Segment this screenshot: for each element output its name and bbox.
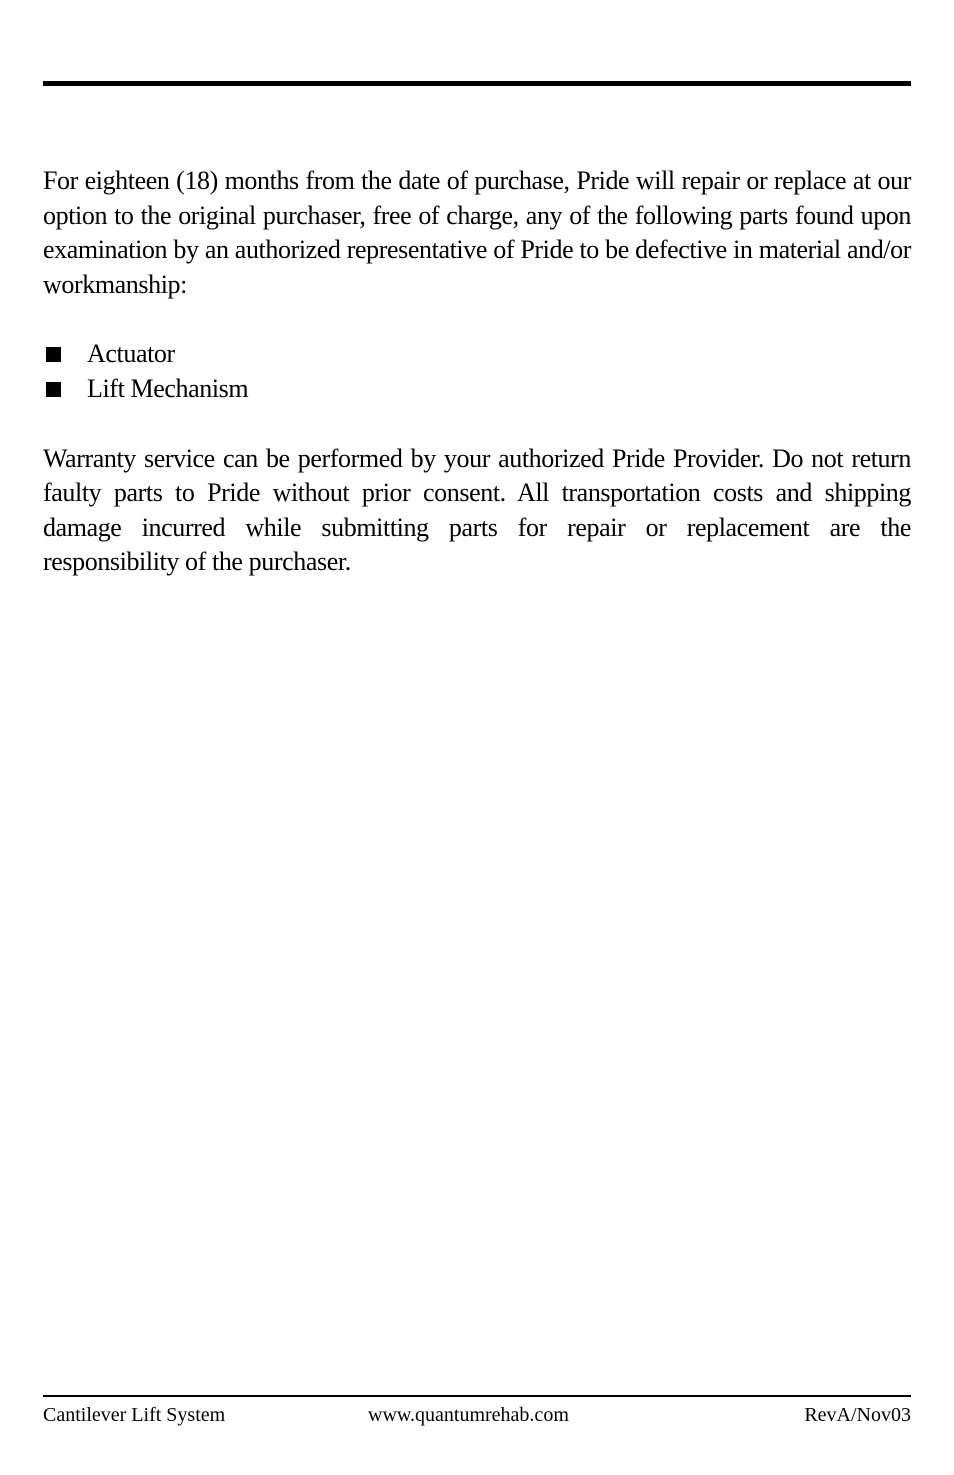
covered-parts-list xyxy=(43,337,911,406)
header-rule xyxy=(43,81,911,86)
warranty-intro-paragraph: For eighteen (18) months from the date of purchase, Pride will repair or replace at our option to the original purchaser, free of charge, any of the following parts found upon examination by an authorized representative of Pride to be defective in material and/or workmanship: xyxy=(43,166,911,299)
square-bullet-icon xyxy=(46,347,61,362)
footer-rule xyxy=(43,1395,911,1397)
square-bullet-icon xyxy=(46,382,61,397)
footer-product-name: Cantilever Lift System xyxy=(43,1404,226,1426)
warranty-service-paragraph: Warranty service can be performed by your authorized Pride Provider. Do not return faulty parts to Pride without prior consent. All transportation costs and shipping damage incurred while submitting parts for repair or replacement are the responsibility of the purchaser. xyxy=(43,443,911,577)
list-item xyxy=(43,337,911,372)
footer-revision: RevA/Nov03 xyxy=(804,1404,911,1426)
page-footer xyxy=(43,1402,911,1428)
footer-website: www.quantumrehab.com xyxy=(368,1404,569,1426)
covered-part-label: Actuator xyxy=(87,339,175,369)
covered-part-label: Lift Mechanism xyxy=(87,373,249,403)
list-item xyxy=(43,372,911,407)
warranty-content xyxy=(43,164,911,580)
